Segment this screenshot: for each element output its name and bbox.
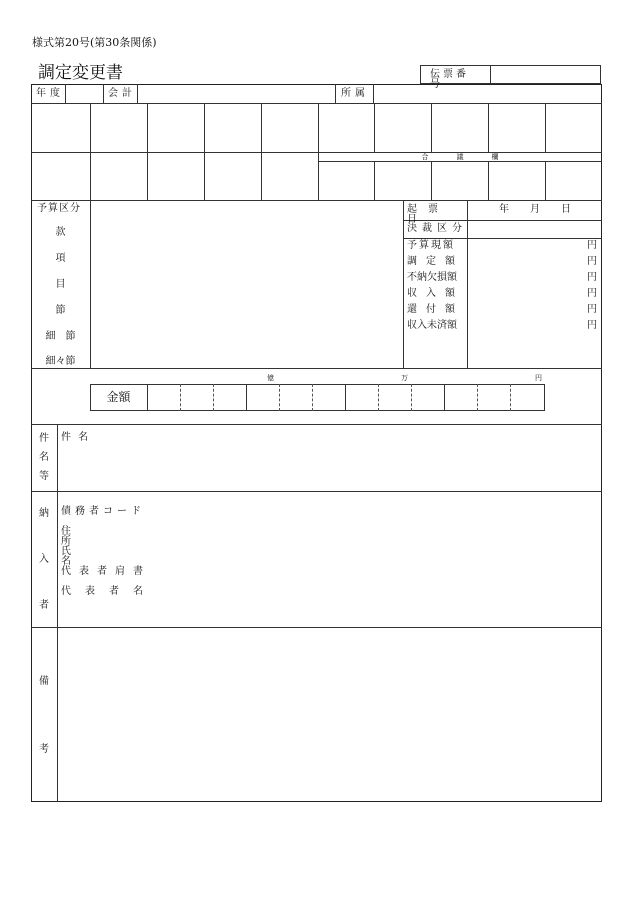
budget-level-moku: 目	[55, 279, 66, 290]
budget-level-saisaisetsu: 細々節	[45, 356, 76, 367]
payer-field-code: 債務者コード	[61, 506, 145, 517]
amount-unit: 円	[587, 240, 597, 251]
payer-field-name: 氏名	[61, 546, 134, 567]
amount-unit: 円	[587, 304, 597, 315]
amount-label-received: 収入額	[407, 288, 464, 299]
amount-unit: 円	[587, 320, 597, 331]
payer-side-1: 納	[39, 508, 49, 519]
budget-level-saisetsu: 細 節	[45, 331, 76, 342]
consultation-label: 合 議 欄	[421, 153, 499, 161]
amount-unit: 円	[587, 272, 597, 283]
dept-field[interactable]	[375, 86, 600, 101]
voucher-number-label: 伝票番号	[430, 69, 469, 90]
amount-digit-field[interactable]	[148, 385, 544, 410]
remarks-side-1: 備	[39, 676, 49, 687]
unit-oku: 億	[267, 374, 274, 382]
decision-label: 決裁区分	[407, 223, 467, 234]
subject-side-2: 名	[39, 452, 49, 463]
year-field[interactable]	[67, 86, 101, 101]
payer-field-rep-name: 代表者名	[61, 586, 157, 597]
payer-field-rep-title: 代表者肩書	[61, 566, 151, 577]
budget-level-setsu: 節	[55, 305, 66, 316]
issue-date-label: 起票日	[407, 204, 449, 225]
year-label: 年度	[36, 88, 64, 99]
unit-man: 万	[401, 374, 408, 382]
issue-date-month: 月	[530, 204, 540, 215]
issue-date-year: 年	[499, 204, 509, 215]
money-label: 金額	[106, 390, 131, 404]
account-field[interactable]	[139, 86, 333, 101]
decision-field[interactable]	[469, 222, 600, 236]
form-number: 様式第20号(第30条関係)	[32, 36, 157, 49]
account-label: 会計	[108, 88, 136, 99]
amount-label-outstanding: 収入未済額	[407, 320, 457, 331]
budget-detail-field[interactable]	[92, 202, 401, 366]
subject-side-3: 等	[39, 471, 49, 482]
amount-label-refund: 還付額	[407, 304, 464, 315]
payer-side-2: 入	[39, 554, 49, 565]
amount-label-assessed: 調定額	[407, 256, 464, 267]
payer-field-values[interactable]	[150, 503, 598, 601]
dept-label: 所属	[341, 88, 369, 99]
subject-field[interactable]	[59, 446, 599, 489]
payer-side-3: 者	[39, 600, 49, 611]
amount-unit: 円	[587, 256, 597, 267]
budget-section-label: 予算区分	[37, 203, 81, 214]
remarks-field[interactable]	[59, 629, 599, 800]
payer-field-address: 住所	[61, 526, 134, 547]
subject-label: 件 名	[61, 432, 91, 443]
page-title: 調定変更書	[38, 63, 123, 83]
budget-level-kou: 項	[55, 253, 66, 264]
issue-date-day: 日	[561, 204, 571, 215]
remarks-side-2: 考	[39, 744, 49, 755]
amount-label-deficit: 不納欠損額	[407, 272, 457, 283]
subject-side-1: 件	[39, 433, 49, 444]
voucher-number-field[interactable]	[492, 67, 598, 82]
budget-level-kan: 款	[55, 227, 66, 238]
amount-unit: 円	[587, 288, 597, 299]
amount-label-budget: 予算現額	[407, 240, 455, 251]
unit-en: 円	[535, 374, 542, 382]
